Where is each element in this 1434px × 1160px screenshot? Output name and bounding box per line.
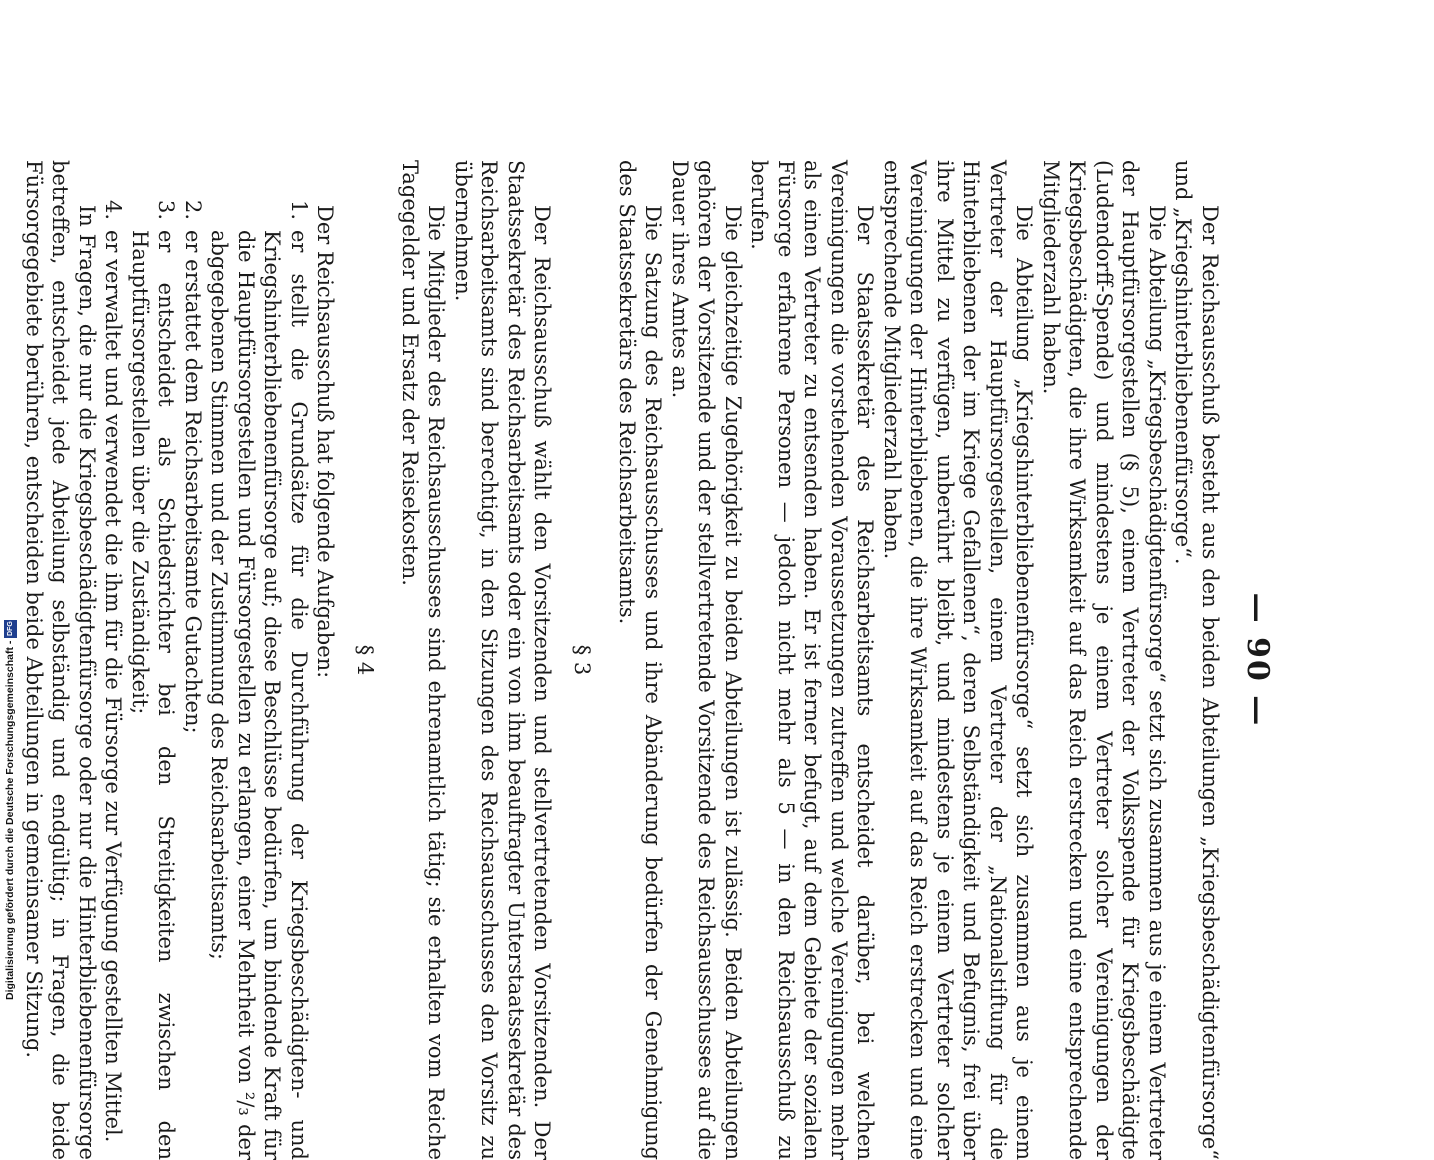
section-3-paragraph-2: Die Mitglieder des Reichsausschusses sind ehrenamtlich tätig; sie erhalten vom Reiche Tagegelder und Ersatz der Reisekosten. <box>398 160 449 1160</box>
list-item <box>127 160 180 1160</box>
intro-paragraph-2: Die Abteilung „Kriegsbeschädigtenfürsorge“ setzt sich zusammen aus je einem Vertreter der Hauptfürsorgestellen (§ 5), einem Vertreter der Volksspende für Kriegsbeschädigte (Ludendorff-Spende) und mindestens je einem Vertreter solcher Vereinigungen der Kriegsbeschädigten, die ihre Wirksamkeit auf das Reich erstrecken und eine entsprechende Mitgliederzahl haben. <box>1039 160 1169 1160</box>
list-item <box>206 160 312 1160</box>
intro-paragraph-6: Die Satzung des Reichsausschusses und ihre Abänderung bedürfen der Genehmigung des Staatssekretärs des Reichsarbeitsamts. <box>615 160 666 1160</box>
credit-text: Digitalisierung gefördert durch die Deutsche Forschungsgemeinschaft - <box>4 640 16 1000</box>
list-item-text: er verwaltet und verwendet die ihm für die Fürsorge zur Verfügung gestellten Mittel. <box>101 230 126 1143</box>
list-item-text: er stellt die Grundsätze für die Durchführung der Kriegsbeschädigten- und Kriegshinterbliebenenfürsorge auf; diese Beschlüsse bedürfen, um bindende Kraft für die Hauptfürsorgestellen und Fürsorgestellen zu erlangen, einer Mehrheit von ²/₃ der abgegebenen Stimmen und der Zustimmung des Reichsarbeitsamts; <box>207 230 311 1160</box>
list-item <box>100 160 127 1160</box>
list-item-text: er erstattet dem Reichsarbeitsamte Gutachten; <box>181 230 205 734</box>
page-body <box>21 160 1224 1160</box>
intro-paragraph-4: Der Staatssekretär des Reichsarbeitsamts entscheidet darüber, bei welchen Vereinigungen die vorstehenden Voraussetzungen zutreffen und welche Vereinigungen mehr als einen Vertreter zu entsenden haben. Er ist ferner befugt, auf dem Gebiete der sozialen Fürsorge erfahrene Personen — jedoch nicht mehr als 5 — in den Reichsausschuß zu berufen. <box>747 160 878 1160</box>
list-item-number: 4. <box>101 199 126 220</box>
digitization-credit <box>0 610 20 1000</box>
intro-paragraph-1: Der Reichsausschuß besteht aus den beiden Abteilungen „Kriegsbeschädigtenfürsorge“ und „Kriegshinterbliebenenfürsorge“. <box>1171 160 1222 1160</box>
page-number: — 90 — <box>1240 592 1275 728</box>
section-4-task-list <box>100 160 312 1160</box>
list-item <box>180 160 207 1160</box>
list-item-number: 2. <box>181 199 205 220</box>
dfg-logo-icon: DFG <box>4 620 17 638</box>
section-4-closing: In Fragen, die nur die Kriegsbeschädigtenfürsorge oder nur die Hinterbliebenenfürsorge betreffen, entscheidet jede Abteilung selbständig und endgültig; in Fragen, die beide Fürsorgegebiete berühren, entscheiden beide Abteilungen in gemeinsamer Sitzung. <box>22 160 99 1160</box>
intro-paragraph-3: Die Abteilung „Kriegshinterbliebenenfürsorge“ setzt sich zusammen aus je einem Vertreter der Hauptfürsorgestellen, einem Vertreter der „Nationalstiftung für die Hinterbliebenen der im Kriege Gefallenen“, deren Selbständigkeit und Befugnis, frei über ihre Mittel zu verfügen, unberührt bleibt, und mindestens je einem Vertreter solcher Vereinigungen der Hinterbliebenen, die ihre Wirksamkeit auf das Reich erstrecken und eine entsprechende Mitgliederzahl haben. <box>880 160 1037 1160</box>
section-3-paragraph-1: Der Reichsausschuß wählt den Vorsitzenden und stellvertretenden Vorsitzenden. Der Staatssekretär des Reichsarbeitsamts oder ein von ihm beauftragter Unterstaatssekretär des Reichsarbeitsamts sind berechtigt, in den Sitzungen des Reichsausschusses den Vorsitz zu übernehmen. <box>451 160 555 1160</box>
list-item-number: 1. <box>287 199 311 220</box>
section-4-heading: § 4 <box>353 644 378 676</box>
intro-paragraph-5: Die gleichzeitige Zugehörigkeit zu beiden Abteilungen ist zulässig. Beiden Abteilungen gehören der Vorsitzende und der stellvertretende Vorsitzende des Reichsausschusses auf die Dauer ihres Amtes an. <box>668 160 745 1160</box>
section-3-heading: § 3 <box>570 644 595 676</box>
section-4-intro: Der Reichsausschuß hat folgende Aufgaben: <box>313 205 338 679</box>
list-item-text: er entscheidet als Schiedsrichter bei den Streitigkeiten zwischen den Hauptfürsorgestellen über die Zuständigkeit; <box>128 230 179 1160</box>
scanned-page <box>22 160 1275 1160</box>
list-item-number: 3. <box>154 199 179 220</box>
